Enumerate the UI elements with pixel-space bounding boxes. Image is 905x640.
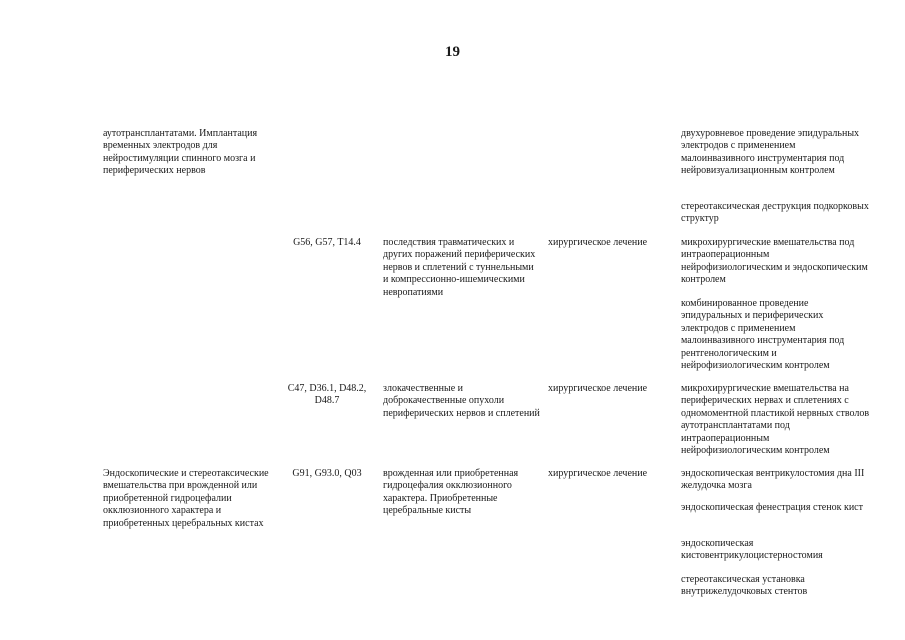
row1-method-2: комбинированное проведение эпидуральных и периферических электродов с применением малоинвазивного инструментария под рентгенологическим и нейрофизиологическим контролем	[681, 298, 845, 372]
row3-name: Эндоскопические и стереотаксические вмешательства при врожденной или приобретенной гидроцефалии окклюзионного характера и приобретенных церебральных кистах	[103, 468, 269, 529]
row2-method-1: микрохирургические вмешательства на периферических нервах и сплетениях с одномоментной пластикой нервных стволов аутотрансплантатами под интраоперационным нейрофизиологическим контролем	[681, 383, 870, 457]
row3-method-3: эндоскопическая кистовентрикулоцистерностомия	[681, 538, 823, 562]
row3-method-1: эндоскопическая вентрикулостомия дна III желудочка мозга	[681, 468, 865, 492]
row2-treatment: хирургическое лечение	[548, 383, 648, 394]
row1-codes: G56, G57, T14.4	[293, 237, 361, 248]
prev-row-method-1: двухуровневое проведение эпидуральных электродов с применением малоинвазивного инструментария под нейровизуализационным контролем	[681, 128, 860, 177]
row3-method-2: эндоскопическая фенестрация стенок кист	[681, 502, 863, 513]
row2-model: злокачественные и доброкачественные опухоли периферических нервов и сплетений	[383, 383, 540, 419]
row1-method-1: микрохирургические вмешательства под интраоперационным нейрофизиологическим и эндоскопическим контролем	[681, 237, 868, 286]
row1-treatment: хирургическое лечение	[548, 237, 648, 248]
row3-model: врожденная или приобретенная гидроцефалия окклюзионного характера. Приобретенные церебральные кисты	[383, 468, 519, 517]
prev-row-method-2: стереотаксическая деструкция подкорковых структур	[681, 201, 869, 225]
row3-treatment: хирургическое лечение	[548, 468, 648, 479]
row3-method-4: стереотаксическая установка внутрижелудочковых стентов	[681, 574, 808, 598]
prev-row-name: аутотрансплантатами. Имплантация временных электродов для нейростимуляции спинного мозга и периферических нервов	[103, 128, 258, 177]
row1-model: последствия травматических и других поражений периферических нервов и сплетений с туннельными и компрессионно-ишемическими невропатиями	[383, 237, 536, 298]
row2-codes: C47, D36.1, D48.2, D48.7	[287, 383, 367, 407]
page-number: 19	[445, 44, 460, 60]
row3-codes: G91, G93.0, Q03	[292, 468, 362, 479]
